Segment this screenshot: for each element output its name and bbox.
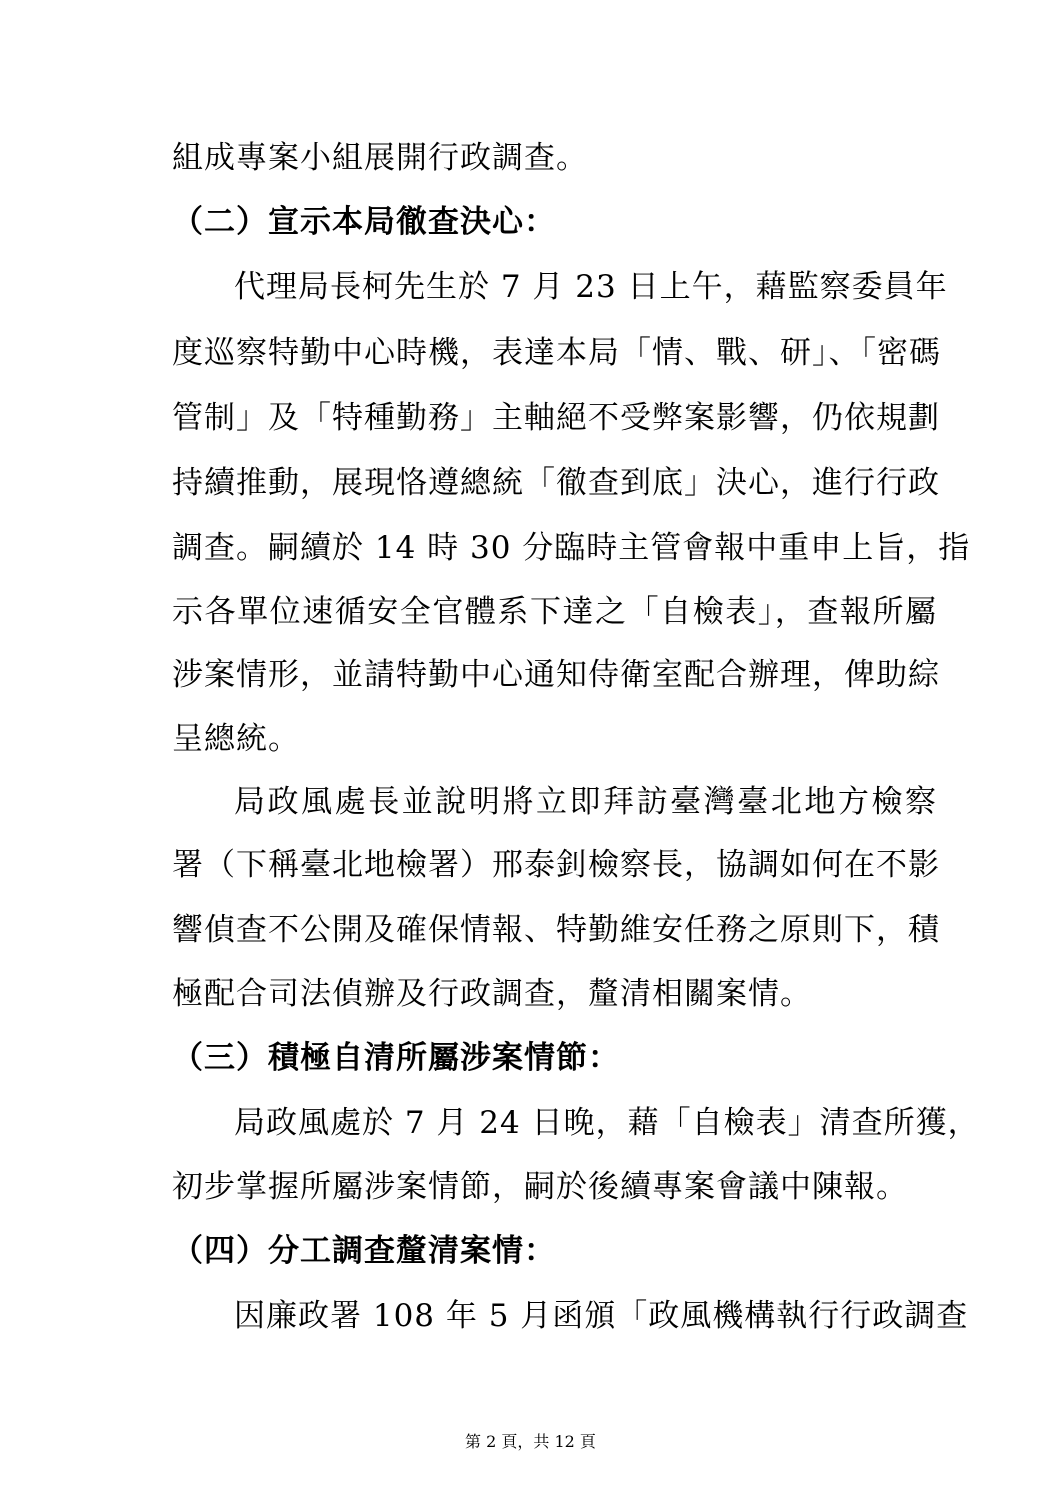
section-heading-3: （三）積極自清所屬涉案情節： [172,1040,620,1076]
paragraph-line: 局政風處長並說明將立即拜訪臺灣臺北地方檢察 [234,784,937,820]
paragraph-line: 示各單位速循安全官體系下達之「自檢表」，查報所屬 [172,594,937,630]
paragraph-line: 署（下稱臺北地檢署）邢泰釗檢察長，協調如何在不影 [172,847,940,883]
paragraph-line: 局政風處於 7 月 24 日晚，藉「自檢表」清查所獲， [234,1105,980,1141]
paragraph-line: 響偵查不公開及確保情報、特勤維安任務之原則下，積 [172,912,940,948]
paragraph-line: 初步掌握所屬涉案情節，嗣於後續專案會議中陳報。 [172,1169,908,1205]
paragraph-line: 度巡察特勤中心時機，表達本局「情、戰、研」、「密碼 [172,335,941,371]
section-heading-2: （二）宣示本局徹查決心： [172,204,556,240]
paragraph-line: 組成專案小組展開行政調查。 [172,140,588,176]
section-heading-4: （四）分工調查釐清案情： [172,1233,556,1269]
paragraph-line: 代理局長柯先生於 7 月 23 日上午，藉監察委員年 [234,269,948,305]
paragraph-line: 極配合司法偵辦及行政調查，釐清相關案情。 [172,976,812,1012]
paragraph-line: 管制」及「特種勤務」主軸絕不受弊案影響，仍依規劃 [172,400,940,436]
paragraph-line: 持續推動，展現恪遵總統「徹查到底」決心，進行行政 [172,465,940,501]
paragraph-line: 呈總統。 [172,721,300,757]
page-number-footer: 第 2 頁，共 12 頁 [465,1432,596,1451]
paragraph-line: 因廉政署 108 年 5 月函頒「政風機構執行行政調查 [234,1298,969,1334]
paragraph-line: 涉案情形，並請特勤中心通知侍衛室配合辦理，俾助綜 [172,657,940,693]
paragraph-line: 調查。嗣續於 14 時 30 分臨時主管會報中重申上旨，指 [172,530,971,566]
